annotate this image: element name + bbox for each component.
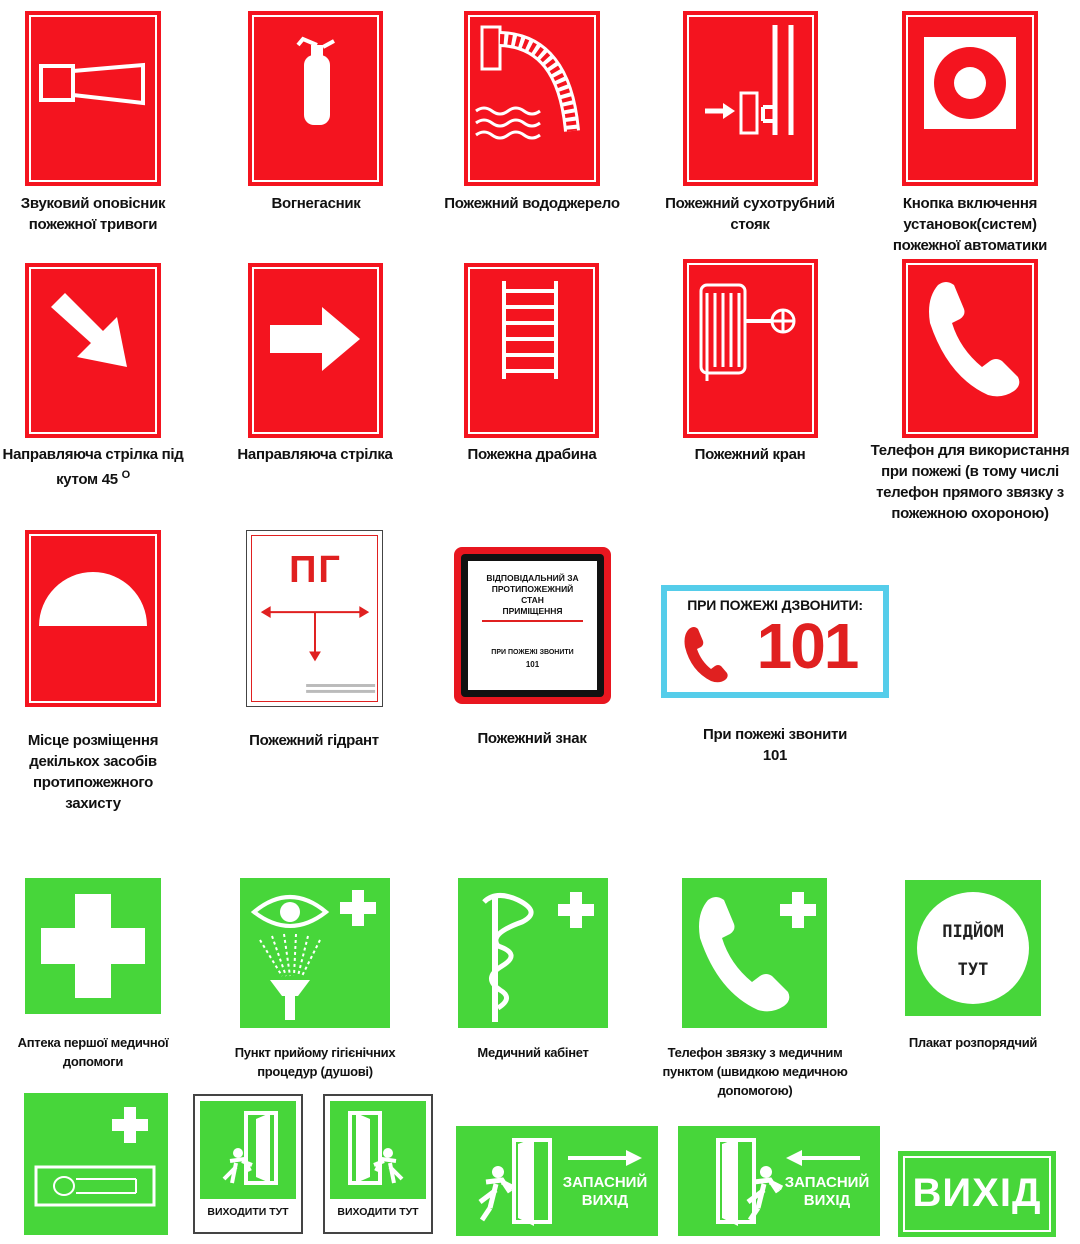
arrow-45-icon	[25, 263, 161, 438]
plate-line-3: СТАН	[521, 595, 544, 605]
medical-office-sign	[458, 878, 608, 1028]
caption-arrow-right: Направляюча стрілка	[237, 446, 393, 463]
first-aid-sign	[25, 878, 161, 1014]
caption-assembly: Плакат розпорядчий	[908, 1035, 1038, 1050]
emergency-exit-left-line-1: ЗАПАСНИЙ	[784, 1174, 870, 1191]
caption-medical-phone: Телефон звязку з медичним пунктом (швидкою медичною допомогою)	[662, 1045, 848, 1098]
exit-here-left-sign	[193, 1094, 303, 1234]
emergency-exit-left-line-2: ВИХІД	[803, 1192, 851, 1209]
exit-plate-sign	[898, 1151, 1056, 1237]
call-101-number: 101	[756, 610, 858, 682]
caption-arrow-45: Направляюча стрілка під кутом 45 $^O$	[2, 446, 184, 488]
arrow-right-icon	[248, 263, 383, 438]
caption-alarm-button: Кнопка включення установок(систем) пожежної автоматики	[892, 195, 1048, 254]
caption-dry-riser: Пожежний сухотрубний стояк	[665, 195, 835, 233]
assembly-line-2: ТУТ	[957, 960, 989, 980]
caption-call-101: При пожежі звонити 101	[703, 726, 847, 764]
caption-alarm-horn: Звуковий оповісник пожежної тривоги	[20, 195, 166, 233]
alarm-horn-icon	[25, 11, 161, 186]
arrow-right-sign	[248, 263, 383, 438]
exit-here-right-panel	[330, 1101, 426, 1199]
fire-phone-sign	[902, 259, 1038, 438]
alarm-button-icon	[902, 11, 1038, 186]
caption-hydrant: Пожежний гідрант	[249, 732, 379, 749]
plate-divider	[482, 620, 583, 622]
hydrant-sign	[246, 530, 383, 707]
call-101-white-panel	[667, 591, 883, 692]
caption-fire-phone: Телефон для використання при пожежі (в тому числі телефон прямого звязку з пожежною охороною)	[870, 442, 1070, 522]
alarm-button-sign	[902, 11, 1038, 186]
exit-here-right-text: ВИХОДИТИ ТУТ	[337, 1206, 419, 1218]
caption-shower: Пункт прийому гігієнічних процедур (душові)	[234, 1045, 396, 1079]
first-aid-cross-icon	[25, 878, 161, 1014]
plate-line-5: ПРИ ПОЖЕЖІ ЗВОНИТИ	[491, 649, 574, 656]
water-source-sign	[464, 11, 600, 186]
fire-extinguisher-icon	[248, 11, 383, 186]
fire-extinguisher-sign	[248, 11, 383, 186]
plate-line-2: ПРОТИПОЖЕЖНИЙ	[491, 584, 574, 594]
call-101-sign	[661, 585, 889, 698]
assembly-line-1: ПІДЙОМ	[942, 922, 1004, 942]
phone-icon	[902, 259, 1038, 438]
ladder-sign	[464, 263, 599, 438]
caption-fire-hose-reel: Пожежний кран	[694, 446, 806, 463]
multi-equipment-sign	[25, 530, 161, 707]
plate-line-4: ПРИМІЩЕННЯ	[502, 606, 563, 616]
caption-first-aid: Аптека першої медичної допомоги	[17, 1035, 169, 1069]
fire-hose-reel-icon	[683, 259, 818, 438]
exit-here-left-panel	[200, 1101, 296, 1199]
caption-ladder: Пожежна драбина	[467, 446, 597, 463]
shower-sign	[240, 878, 390, 1028]
plate-line-1: ВІДПОВІДАЛЬНИЙ ЗА	[486, 573, 579, 583]
stretcher-icon	[24, 1093, 168, 1235]
call-101-title: ПРИ ПОЖЕЖІ ДЗВОНИТИ:	[687, 597, 863, 613]
plate-white-panel	[468, 561, 597, 690]
medical-phone-sign	[682, 878, 827, 1028]
hydrant-sign-text: ПГ	[289, 549, 342, 591]
arrow-45-sign	[25, 263, 161, 438]
assembly-sign	[905, 880, 1041, 1016]
exit-door-right-icon	[330, 1101, 426, 1199]
exit-plate-text: ВИХІД	[912, 1171, 1042, 1215]
half-circle-icon	[25, 530, 161, 707]
emergency-exit-right-sign	[456, 1126, 658, 1236]
alarm-horn-sign	[25, 11, 161, 186]
eye-shower-icon	[240, 878, 390, 1028]
exit-door-left-icon	[200, 1101, 296, 1199]
dry-riser-sign	[683, 11, 818, 186]
emergency-exit-right-line-2: ВИХІД	[581, 1192, 629, 1209]
dry-riser-icon	[683, 11, 818, 186]
caption-multi-equipment: Місце розміщення декількох засобів протипожежного захисту	[27, 732, 159, 812]
ladder-icon	[464, 263, 599, 438]
exit-here-left-text: ВИХОДИТИ ТУТ	[207, 1206, 289, 1218]
water-source-icon	[464, 11, 600, 186]
hydrant-arrows-icon	[247, 531, 382, 706]
caption-extinguisher: Вогнегасник	[271, 195, 361, 212]
assembly-point-icon	[905, 880, 1041, 1016]
caption-medical-office: Медичний кабінет	[477, 1045, 589, 1060]
medical-phone-icon	[682, 878, 827, 1028]
emergency-exit-right-line-1: ЗАПАСНИЙ	[562, 1174, 648, 1191]
fire-hose-reel-sign	[683, 259, 818, 438]
responsible-person-sign	[454, 547, 611, 704]
caption-responsible-person: Пожежний знак	[477, 730, 587, 747]
medical-snake-icon	[458, 878, 608, 1028]
emergency-exit-left-sign	[678, 1126, 880, 1236]
stretcher-sign	[24, 1093, 168, 1235]
caption-water-source: Пожежний вододжерело	[444, 195, 620, 212]
exit-here-right-sign	[323, 1094, 433, 1234]
plate-line-6: 101	[525, 660, 540, 669]
